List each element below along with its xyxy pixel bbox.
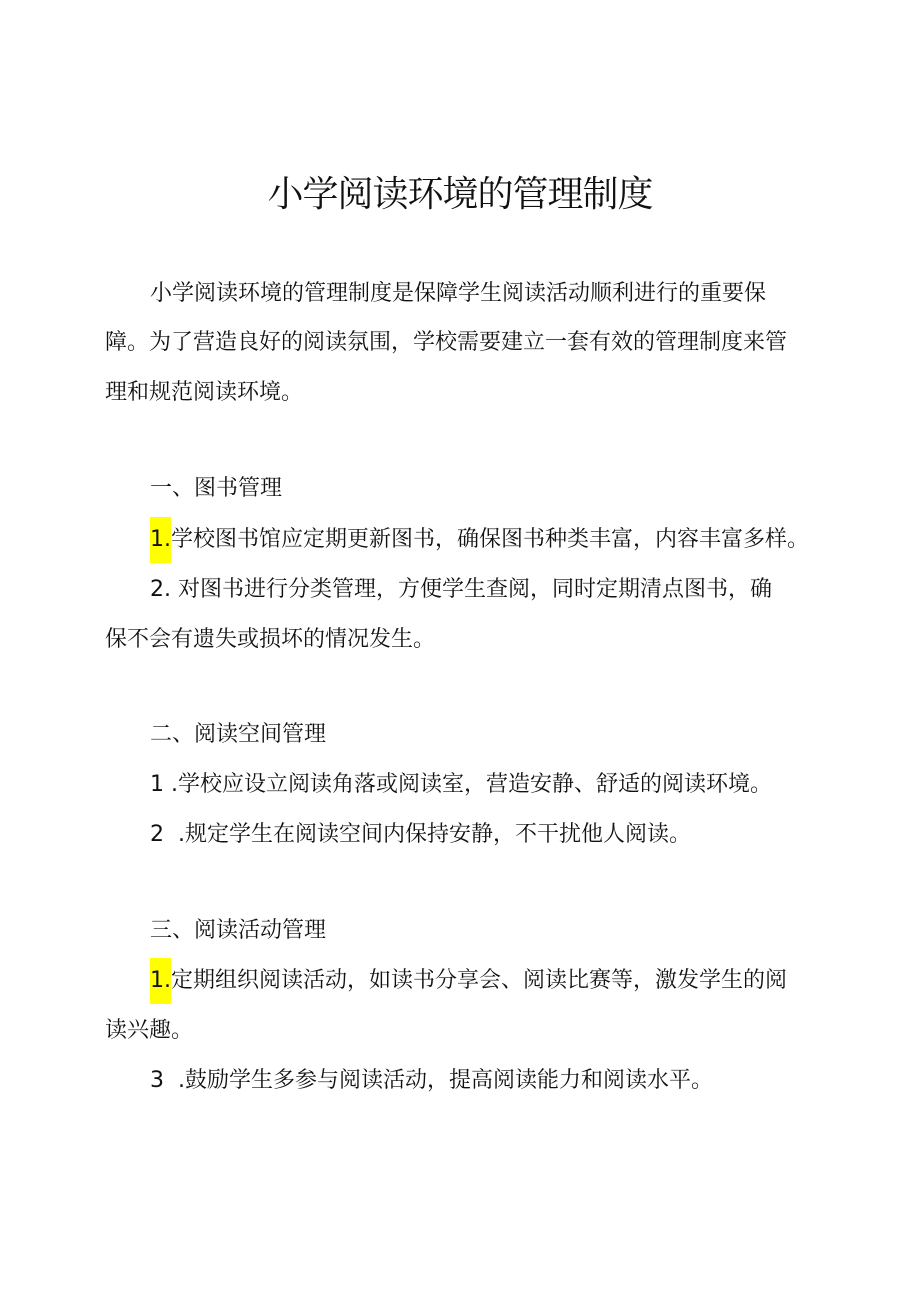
highlighted-number: 1. — [150, 958, 171, 1004]
intro-line-1: 小学阅读环境的管理制度是保障学生阅读活动顺利进行的重要保 — [150, 281, 767, 306]
intro-line-2: 障。为了营造良好的阅读氛围，学校需要建立一套有效的管理制度来管 — [105, 330, 788, 355]
section-3-item-1-line-1 — [150, 966, 787, 996]
section-1-item-1-text: 学校图书馆应定期更新图书，确保图书种类丰富，内容丰富多样。 — [171, 527, 810, 552]
section-2-item-1: 1 .学校应设立阅读角落或阅读室，营造安静、舒适的阅读环境。 — [150, 772, 772, 797]
section-1-heading: 一、图书管理 — [150, 476, 283, 501]
section-2-item-2: 2 .规定学生在阅读空间内保持安静，不干扰他人阅读。 — [150, 822, 691, 847]
section-2-heading: 二、阅读空间管理 — [150, 722, 327, 747]
section-1-item-2-line-1: 2. 对图书进行分类管理，方便学生查阅，同时定期清点图书，确 — [150, 577, 772, 602]
section-3-heading: 三、阅读活动管理 — [150, 918, 327, 943]
section-1-item-1 — [150, 525, 809, 555]
document-title: 小学阅读环境的管理制度 — [267, 174, 653, 215]
section-3-item-2: 3 .鼓励学生多参与阅读活动，提高阅读能力和阅读水平。 — [150, 1068, 713, 1093]
highlighted-number: 1. — [150, 517, 171, 563]
section-1-item-2-line-2: 保不会有遗失或损坏的情况发生。 — [105, 627, 436, 652]
intro-line-3: 理和规范阅读环境。 — [105, 380, 304, 405]
section-3-item-1-line-2: 读兴趣。 — [105, 1018, 194, 1043]
section-3-item-1-text: 定期组织阅读活动，如读书分享会、阅读比赛等，激发学生的阅 — [171, 968, 788, 993]
